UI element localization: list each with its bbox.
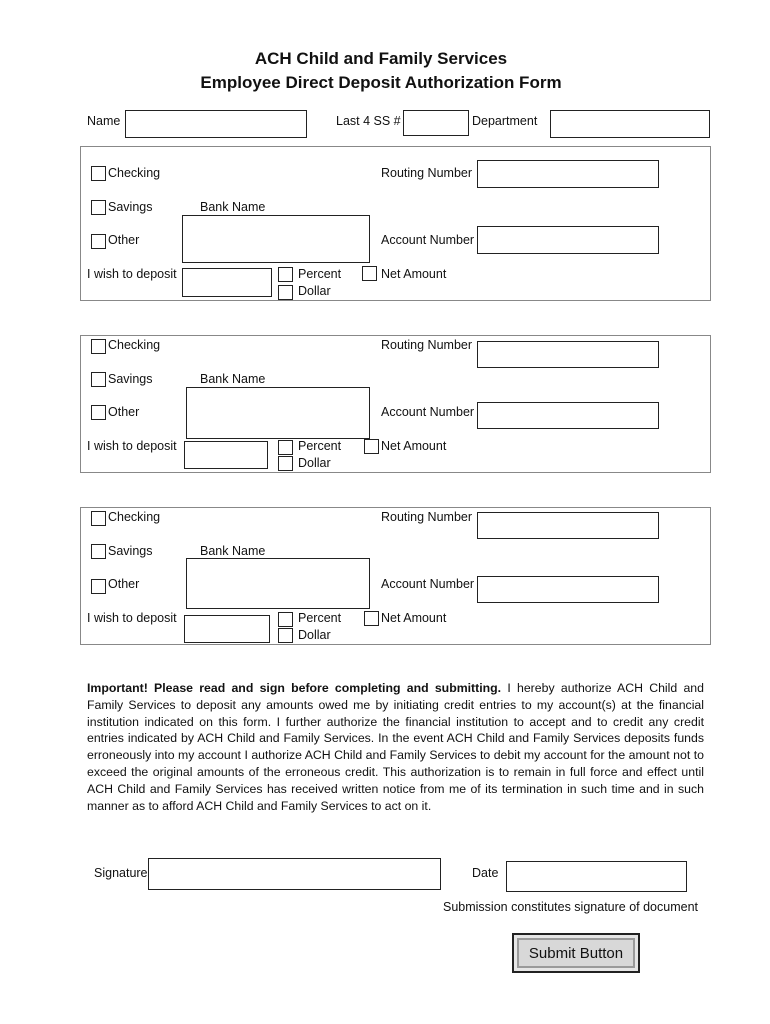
bank-name-label-3: Bank Name (200, 544, 266, 558)
percent-label-1: Percent (298, 267, 342, 281)
deposit-amount-field-3[interactable] (184, 615, 270, 643)
department-field[interactable] (550, 110, 710, 138)
net-amount-checkbox-3[interactable] (364, 611, 379, 626)
net-amount-checkbox-1[interactable] (362, 266, 377, 281)
bank-name-field-2[interactable] (186, 387, 370, 439)
dollar-checkbox-2[interactable] (278, 456, 293, 471)
authorization-text (87, 680, 704, 814)
other-checkbox-1[interactable] (91, 234, 106, 249)
ssn-field[interactable] (403, 110, 469, 136)
dollar-label-1: Dollar (298, 284, 331, 298)
signature-field[interactable] (148, 858, 441, 890)
account-number-label-2: Account Number (381, 405, 475, 419)
department-label: Department (472, 114, 538, 128)
deposit-amount-field-1[interactable] (182, 268, 272, 297)
routing-number-label-1: Routing Number (381, 166, 473, 180)
savings-label-3: Savings (108, 544, 153, 558)
checking-checkbox-3[interactable] (91, 511, 106, 526)
name-field[interactable] (125, 110, 307, 138)
net-amount-label-2: Net Amount (381, 439, 447, 453)
name-label: Name (87, 114, 121, 128)
savings-checkbox-1[interactable] (91, 200, 106, 215)
percent-checkbox-2[interactable] (278, 440, 293, 455)
checking-checkbox-2[interactable] (91, 339, 106, 354)
percent-label-3: Percent (298, 611, 342, 625)
other-checkbox-3[interactable] (91, 579, 106, 594)
savings-checkbox-2[interactable] (91, 372, 106, 387)
account-number-label-1: Account Number (381, 233, 475, 247)
bank-name-label-1: Bank Name (200, 200, 266, 214)
authorization-body: I hereby authorize ACH Child and Family Services to deposit any amounts owed me by initiating credit entries to my account(s) at the financial institution indicated on this form. I further authorize the financial institution to accept and to credit any credit entries indicated by ACH Child and Family Services. In the event ACH Child and Family Services deposits funds erroneously into my account I authorize ACH Child and Family Services to debit my account for the amount not to exceed the original amounts of the erroneous credit. This authorization is to remain in full force and effect until ACH Child and Family Services has received written notice from me of its termination in such time and in such manner as to afford ACH Child and Family Services to act on it. (87, 681, 704, 813)
submit-button[interactable] (512, 933, 640, 973)
percent-label-2: Percent (298, 439, 342, 453)
bank-name-field-3[interactable] (186, 558, 370, 609)
dollar-label-2: Dollar (298, 456, 331, 470)
checking-label-1: Checking (108, 166, 161, 180)
savings-label-2: Savings (108, 372, 153, 386)
savings-checkbox-3[interactable] (91, 544, 106, 559)
deposit-label-2: I wish to deposit (87, 439, 177, 453)
other-label-3: Other (108, 577, 140, 591)
account-number-field-3[interactable] (477, 576, 659, 603)
routing-number-label-2: Routing Number (381, 338, 473, 352)
account-number-field-1[interactable] (477, 226, 659, 254)
signature-label: Signature (94, 866, 148, 880)
checking-checkbox-1[interactable] (91, 166, 106, 181)
deposit-amount-field-2[interactable] (184, 441, 268, 469)
percent-checkbox-1[interactable] (278, 267, 293, 282)
form-title: ACH Child and Family Services (254, 49, 508, 68)
bank-name-label-2: Bank Name (200, 372, 266, 386)
authorization-lead: Important! Please read and sign before completing and submitting. (87, 681, 502, 695)
other-checkbox-2[interactable] (91, 405, 106, 420)
account-number-field-2[interactable] (477, 402, 659, 429)
checking-label-2: Checking (108, 338, 161, 352)
routing-number-label-3: Routing Number (381, 510, 473, 524)
ssn-label: Last 4 SS # (336, 114, 401, 128)
date-label: Date (472, 866, 499, 880)
net-amount-checkbox-2[interactable] (364, 439, 379, 454)
other-label-2: Other (108, 405, 140, 419)
savings-label-1: Savings (108, 200, 153, 214)
net-amount-label-3: Net Amount (381, 611, 447, 625)
deposit-label-3: I wish to deposit (87, 611, 177, 625)
net-amount-label-1: Net Amount (381, 267, 447, 281)
routing-number-field-1[interactable] (477, 160, 659, 188)
account-number-label-3: Account Number (381, 577, 475, 591)
submit-button-label: Submit Button (517, 938, 635, 968)
other-label-1: Other (108, 233, 140, 247)
bank-name-field-1[interactable] (182, 215, 370, 263)
submission-note: Submission constitutes signature of document (443, 900, 698, 914)
percent-checkbox-3[interactable] (278, 612, 293, 627)
routing-number-field-2[interactable] (477, 341, 659, 368)
routing-number-field-3[interactable] (477, 512, 659, 539)
date-field[interactable] (506, 861, 687, 892)
dollar-checkbox-1[interactable] (278, 285, 293, 300)
dollar-checkbox-3[interactable] (278, 628, 293, 643)
form-subtitle: Employee Direct Deposit Authorization Form (200, 73, 562, 92)
checking-label-3: Checking (108, 510, 161, 524)
dollar-label-3: Dollar (298, 628, 331, 642)
deposit-label-1: I wish to deposit (87, 267, 177, 281)
